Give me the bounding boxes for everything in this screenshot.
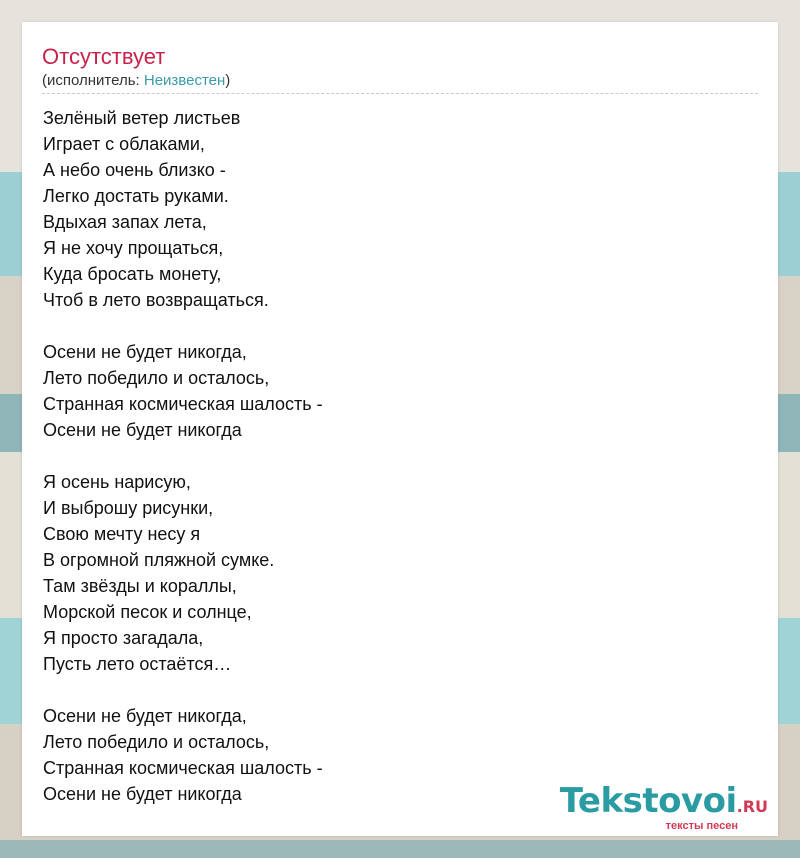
lyrics-text [43, 105, 743, 807]
song-title: Отсутствует [42, 44, 166, 69]
dashed-divider [42, 93, 758, 94]
lyric-line: Вдыхая запах лета, [43, 212, 207, 232]
logo-tld: .RU [736, 797, 768, 816]
lyric-line: Морской песок и солнце, [43, 602, 252, 622]
lyric-line: Осени не будет никогда, [43, 342, 247, 362]
lyric-line: Пусть лето остаётся… [43, 654, 232, 674]
logo-tagline: тексты песен [665, 820, 738, 832]
byline-prefix: (исполнитель: [42, 72, 144, 89]
lyric-line: Легко достать руками. [43, 186, 229, 206]
lyric-line: Зелёный ветер листьев [43, 108, 241, 128]
lyrics-card [22, 22, 778, 836]
logo-brand-text: Tekstovoi [559, 781, 737, 821]
lyric-line: Лето победило и осталось, [43, 368, 270, 388]
stanza-gap [43, 443, 743, 469]
lyric-line: В огромной пляжной сумке. [43, 550, 275, 570]
logo-brand [560, 783, 768, 825]
lyric-line: И выброшу рисунки, [43, 498, 214, 518]
lyric-line: Осени не будет никогда [43, 784, 242, 804]
lyric-line: Куда бросать монету, [43, 264, 222, 284]
lyric-line: Я просто загадала, [43, 628, 204, 648]
lyric-line: А небо очень близко - [43, 160, 226, 180]
lyric-line: Странная космическая шалость - [43, 394, 323, 414]
site-logo[interactable] [560, 783, 768, 832]
lyric-line: Осени не будет никогда [43, 420, 242, 440]
artist-byline [42, 72, 230, 90]
lyric-line: Там звёзды и кораллы, [43, 576, 237, 596]
stanza-gap [43, 313, 743, 339]
stanza-gap [43, 677, 743, 703]
lyric-line: Я не хочу прощаться, [43, 238, 224, 258]
lyric-line: Лето победило и осталось, [43, 732, 270, 752]
lyric-line: Свою мечту несу я [43, 524, 201, 544]
lyric-line: Чтоб в лето возвращаться. [43, 290, 269, 310]
lyric-line: Осени не будет никогда, [43, 706, 247, 726]
byline-suffix: ) [225, 72, 231, 89]
lyric-line: Играет с облаками, [43, 134, 205, 154]
lyric-line: Странная космическая шалость - [43, 758, 323, 778]
lyric-line: Я осень нарисую, [43, 472, 191, 492]
artist-link[interactable]: Неизвестен [143, 72, 226, 89]
